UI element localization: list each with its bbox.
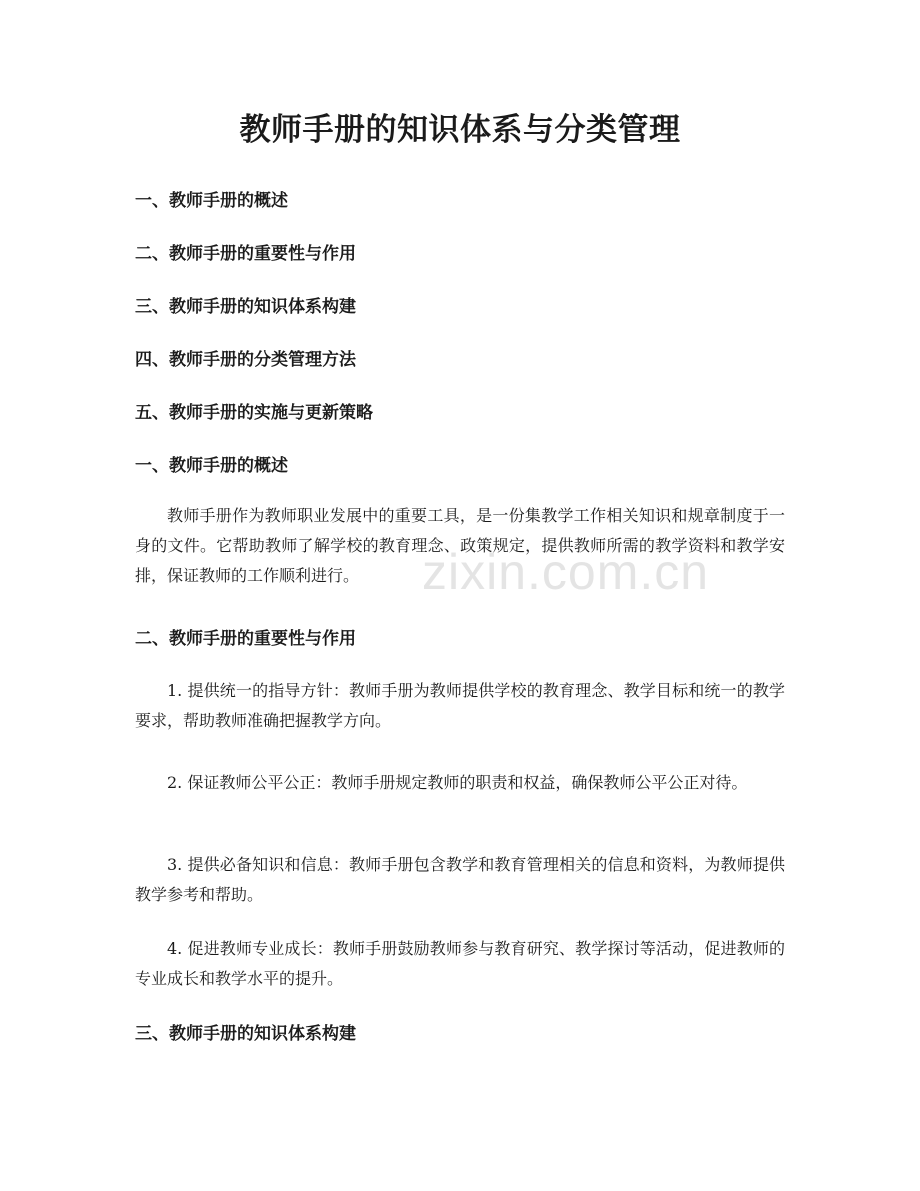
toc-item-1: 一、教师手册的概述 [135, 191, 288, 211]
section-heading-importance: 二、教师手册的重要性与作用 [135, 629, 356, 649]
importance-item-1: 1. 提供统一的指导方针：教师手册为教师提供学校的教育理念、教学目标和统一的教学要求，帮助教师准确把握教学方向。 [135, 681, 785, 730]
toc-item-4: 四、教师手册的分类管理方法 [135, 350, 356, 370]
section-heading-overview: 一、教师手册的概述 [135, 456, 288, 476]
importance-item-3: 3. 提供必备知识和信息：教师手册包含教学和教育管理相关的信息和资料，为教师提供教学参考和帮助。 [135, 855, 785, 904]
section-heading-knowledge: 三、教师手册的知识体系构建 [135, 1024, 356, 1044]
toc-item-2: 二、教师手册的重要性与作用 [135, 244, 356, 264]
toc-item-3: 三、教师手册的知识体系构建 [135, 297, 356, 317]
importance-item-4: 4. 促进教师专业成长：教师手册鼓励教师参与教育研究、教学探讨等活动，促进教师的专业成长和教学水平的提升。 [135, 939, 785, 988]
overview-paragraph: 教师手册作为教师职业发展中的重要工具，是一份集教学工作相关知识和规章制度于一身的文件。它帮助教师了解学校的教育理念、政策规定，提供教师所需的教学资料和教学安排，保证教师的工作顺利进行。 [135, 506, 785, 585]
toc-item-5: 五、教师手册的实施与更新策略 [135, 403, 373, 423]
document-title: 教师手册的知识体系与分类管理 [239, 112, 681, 148]
watermark: zixin.com.cn [422, 544, 710, 600]
importance-item-2: 2. 保证教师公平公正：教师手册规定教师的职责和权益，确保教师公平公正对待。 [167, 773, 748, 792]
